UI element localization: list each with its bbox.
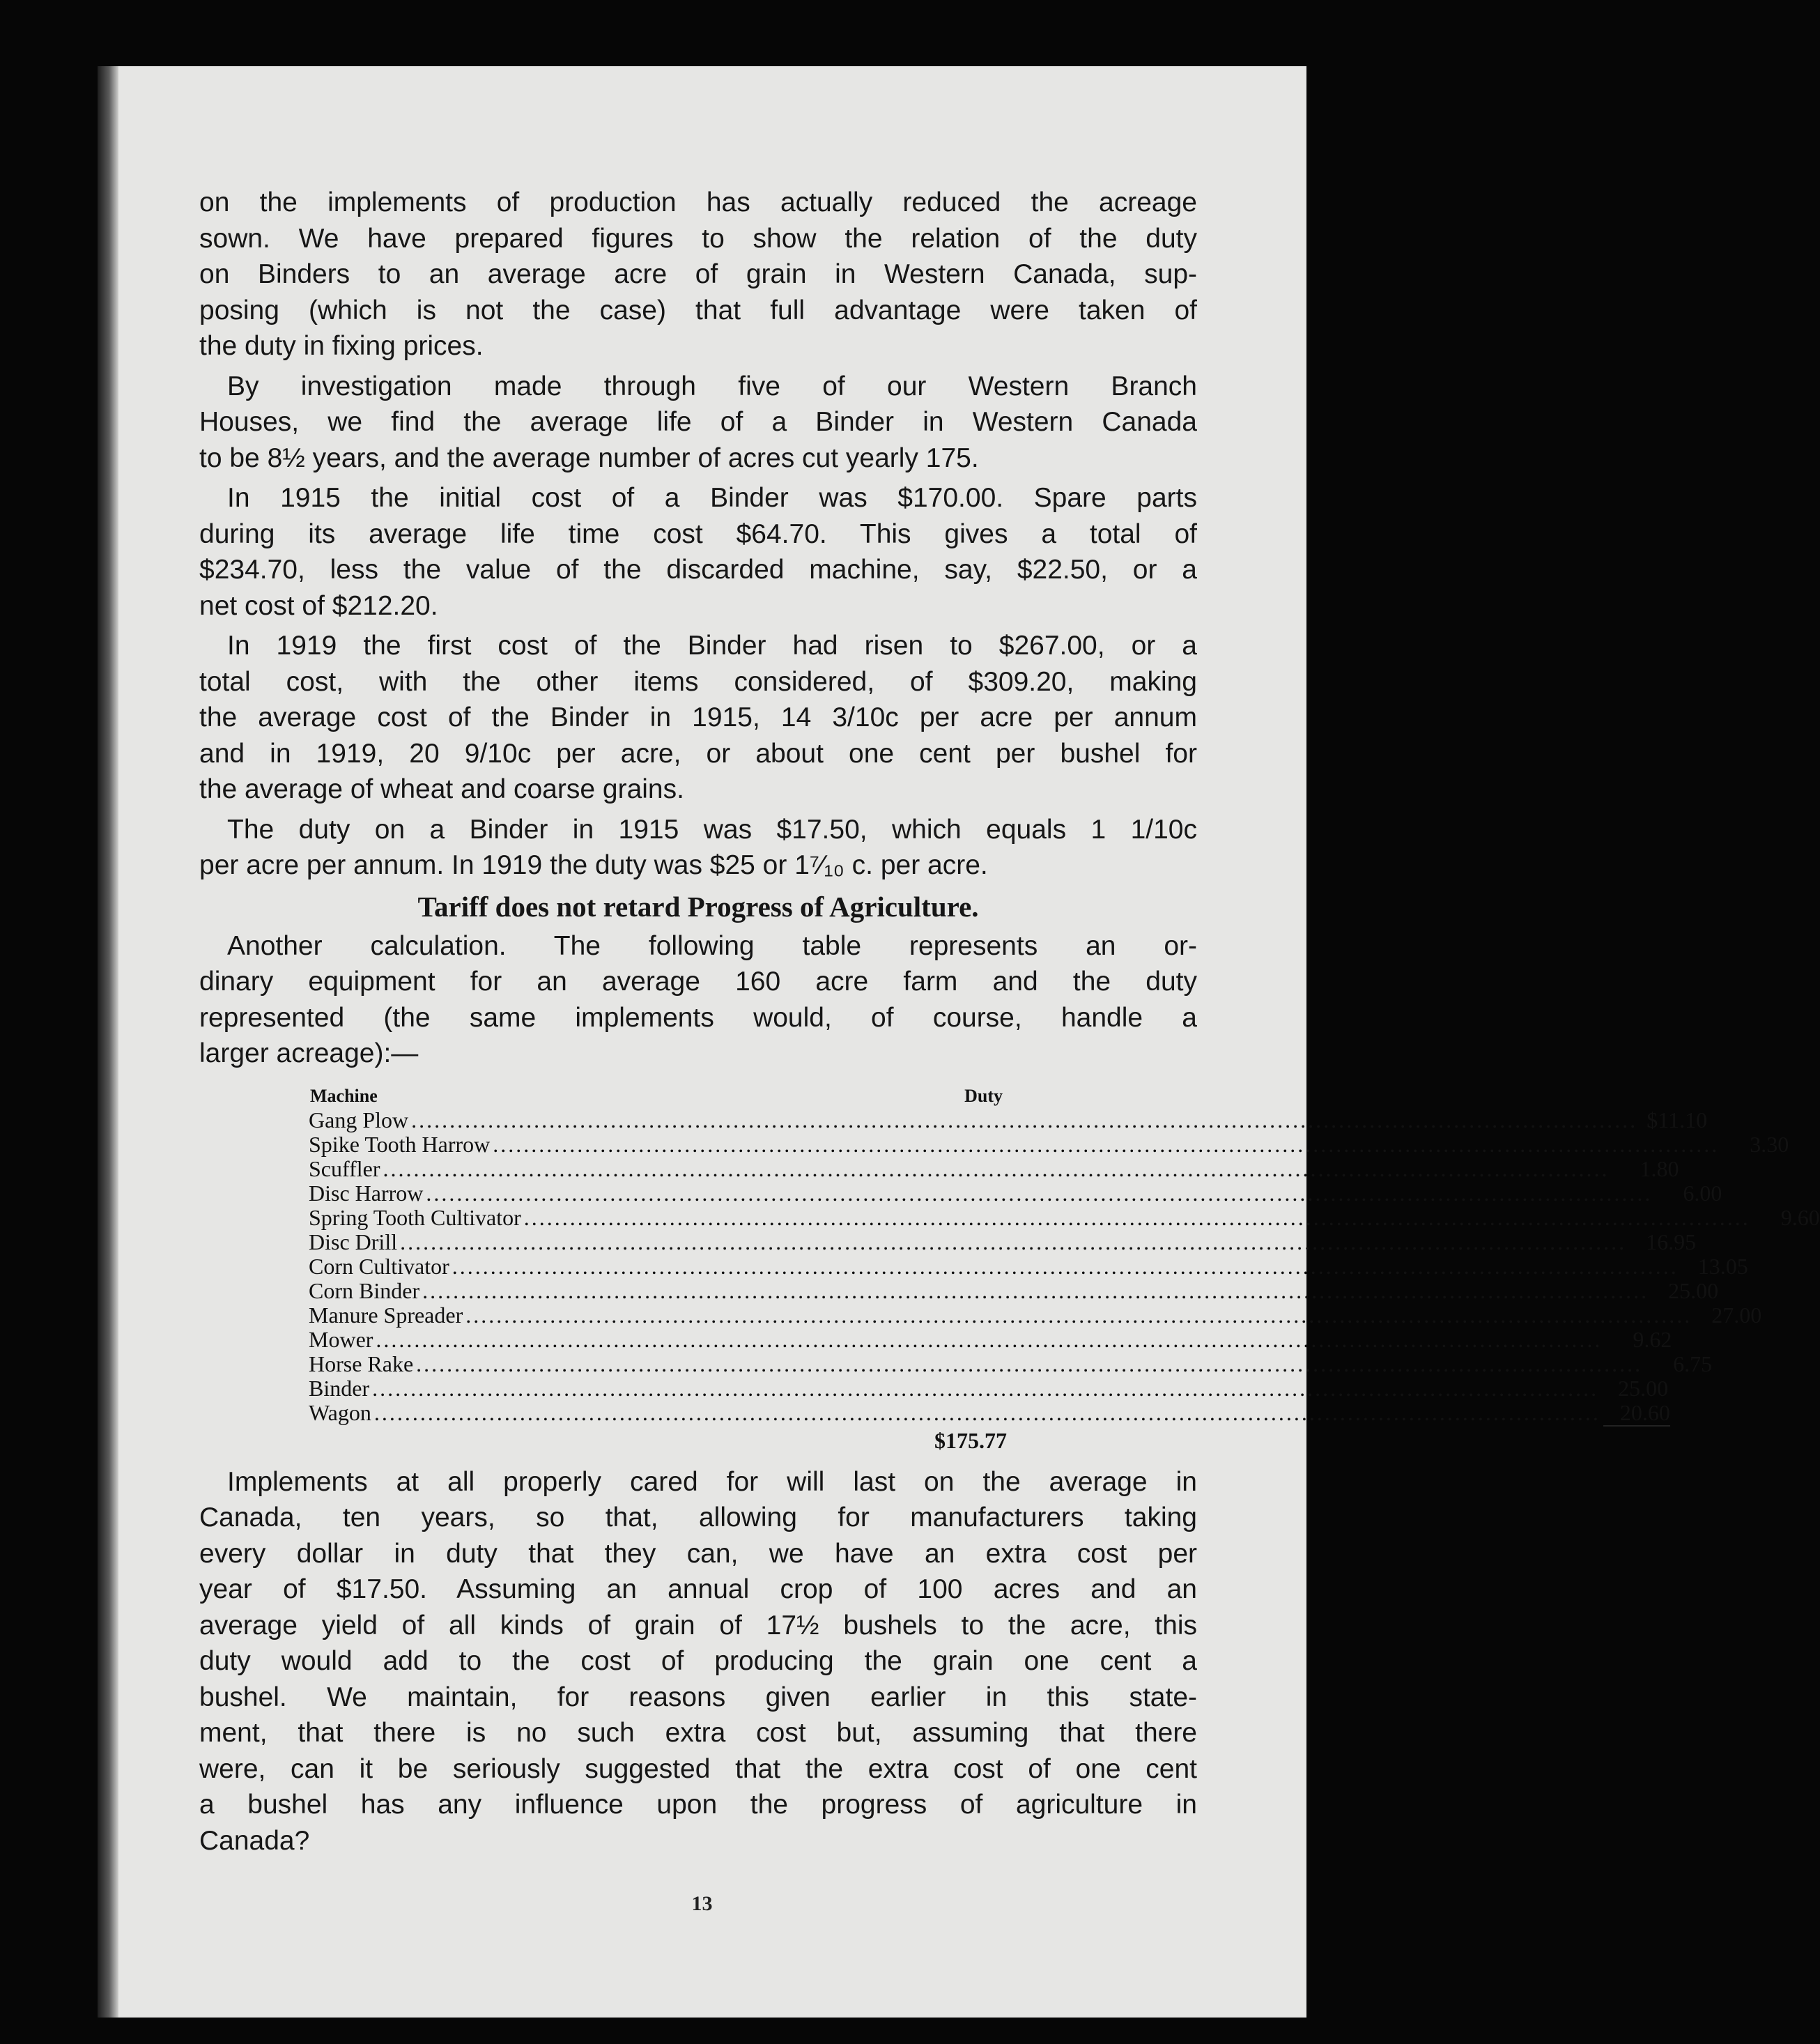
table-row xyxy=(309,1180,1722,1206)
text-line: a bushel has any influence upon the progress of agriculture in xyxy=(199,1790,1197,1820)
paragraph xyxy=(199,812,1197,884)
duty-value: 6.00 xyxy=(1683,1180,1722,1206)
text-line: to be 8½ years, and the average number of acres cut yearly 175. xyxy=(199,443,979,473)
text-line: every dollar in duty that they can, we have an extra cost per xyxy=(199,1538,1197,1569)
table-row xyxy=(309,1302,1762,1328)
paragraph-group xyxy=(199,185,1197,884)
paragraph xyxy=(199,185,1197,364)
dot-leader: ................................................................................................................................................................ xyxy=(372,1375,1599,1401)
text-line: on Binders to an average acre of grain in Western Canada, sup- xyxy=(199,259,1197,289)
machine-name: Horse Rake xyxy=(309,1351,414,1376)
text-line: larger acreage):— xyxy=(199,1038,419,1068)
text-line: per acre per annum. In 1919 the duty was $25 or 1⁷⁄₁₀ c. per acre. xyxy=(199,850,988,880)
duty-value: 13.05 xyxy=(1697,1253,1748,1279)
machine-name: Wagon xyxy=(309,1399,371,1425)
text-line: year of $17.50. Assuming an annual crop of 100 acres and an xyxy=(199,1574,1197,1604)
text-line: dinary equipment for an average 160 acre farm and the duty xyxy=(199,967,1197,997)
dot-leader: ................................................................................................................................................................ xyxy=(376,1326,1603,1352)
machine-name: Scuffler xyxy=(309,1155,380,1181)
text-line: the average of wheat and coarse grains. xyxy=(199,774,684,804)
dot-leader: ................................................................................................................................................................ xyxy=(523,1204,1750,1230)
text-line: Another calculation. The following table represents an or- xyxy=(227,930,1197,961)
table-row xyxy=(309,1131,1789,1157)
dot-leader: ................................................................................................................................................................ xyxy=(465,1302,1692,1328)
text-line: on the implements of production has actually reduced the acreage xyxy=(199,187,1197,217)
table-row xyxy=(309,1326,1672,1352)
dot-leader: ................................................................................................................................................................ xyxy=(493,1131,1720,1157)
dot-leader: ................................................................................................................................................................ xyxy=(422,1277,1649,1303)
duty-value: 1.80 xyxy=(1640,1155,1679,1181)
dot-leader: ................................................................................................................................................................ xyxy=(452,1253,1679,1279)
dot-leader: ................................................................................................................................................................ xyxy=(411,1107,1638,1132)
dot-leader: ................................................................................................................................................................ xyxy=(383,1155,1610,1181)
dot-leader: ................................................................................................................................................................ xyxy=(426,1180,1653,1206)
text-line: In 1915 the initial cost of a Binder was $170.00. Spare parts xyxy=(227,483,1197,513)
text-line: duty would add to the cost of producing the grain one cent a xyxy=(199,1646,1197,1676)
table-row xyxy=(309,1351,1713,1376)
header-machine: Machine xyxy=(310,1085,378,1106)
table-total: $175.77 xyxy=(934,1427,1007,1453)
machine-name: Spike Tooth Harrow xyxy=(309,1131,491,1157)
machine-name: Corn Binder xyxy=(309,1277,420,1303)
text-line: represented (the same implements would, of course, handle a xyxy=(199,1002,1197,1033)
text-line: the duty in fixing prices. xyxy=(199,331,484,361)
page-number: 13 xyxy=(691,1892,713,1915)
paragraph xyxy=(199,480,1197,624)
duty-value: $11.10 xyxy=(1647,1107,1708,1132)
machine-name: Disc Harrow xyxy=(309,1180,424,1206)
table-body xyxy=(309,1107,1820,1427)
intro-paragraph xyxy=(199,928,1197,1072)
table-row xyxy=(309,1204,1820,1230)
text-line: In 1919 the first cost of the Binder had risen to $267.00, or a xyxy=(227,631,1197,661)
duty-table xyxy=(309,1084,1820,1454)
closing-paragraph xyxy=(199,1464,1197,1859)
duty-value: 3.30 xyxy=(1750,1131,1789,1157)
duty-value: 20.60 xyxy=(1603,1401,1670,1427)
table-row xyxy=(309,1229,1697,1254)
table-row xyxy=(309,1277,1719,1303)
table-row xyxy=(309,1107,1708,1132)
text-line: sown. We have prepared figures to show the relation of the duty xyxy=(199,223,1197,254)
table-row xyxy=(309,1375,1669,1401)
duty-value: 25.00 xyxy=(1668,1277,1719,1303)
dot-leader: ................................................................................................................................................................ xyxy=(400,1229,1627,1254)
machine-name: Disc Drill xyxy=(309,1229,398,1254)
machine-name: Binder xyxy=(309,1375,370,1401)
text-line: $234.70, less the value of the discarded machine, say, $22.50, or a xyxy=(199,555,1197,585)
text-line: Implements at all properly cared for will last on the average in xyxy=(227,1466,1197,1497)
machine-name: Corn Cultivator xyxy=(309,1253,449,1279)
text-line: the average cost of the Binder in 1915, 14 3/10c per acre per annum xyxy=(199,702,1197,732)
paragraph xyxy=(199,369,1197,477)
book-spine-shadow xyxy=(98,66,118,2018)
text-line: average yield of all kinds of grain of 17½ bushels to the acre, this xyxy=(199,1610,1197,1640)
machine-name: Spring Tooth Cultivator xyxy=(309,1204,521,1230)
text-line: posing (which is not the case) that full advantage were taken of xyxy=(199,295,1197,325)
paragraph xyxy=(199,628,1197,808)
table-row xyxy=(309,1155,1679,1181)
duty-value: 9.62 xyxy=(1633,1326,1672,1352)
duty-value: 16.95 xyxy=(1646,1229,1697,1254)
text-line: bushel. We maintain, for reasons given earlier in this state- xyxy=(199,1682,1197,1712)
text-line: total cost, with the other items considered, of $309.20, making xyxy=(199,666,1197,697)
dot-leader: ................................................................................................................................................................ xyxy=(373,1399,1601,1425)
section-heading: Tariff does not retard Progress of Agriculture. xyxy=(417,890,979,923)
machine-name: Manure Spreader xyxy=(309,1302,463,1328)
machine-name: Mower xyxy=(309,1326,373,1352)
dot-leader: ................................................................................................................................................................ xyxy=(416,1351,1643,1376)
machine-name: Gang Plow xyxy=(309,1107,409,1132)
table-header xyxy=(309,1084,1007,1108)
body-text xyxy=(199,185,1820,1863)
text-line: The duty on a Binder in 1915 was $17.50, which equals 1 1/10c xyxy=(227,814,1197,845)
text-line: ment, that there is no such extra cost but, assuming that there xyxy=(199,1718,1197,1748)
header-duty: Duty xyxy=(964,1085,1003,1106)
text-line: Canada, ten years, so that, allowing for manufacturers taking xyxy=(199,1503,1197,1532)
document-page xyxy=(98,66,1820,2018)
text-line: Houses, we find the average life of a Binder in Western Canada xyxy=(199,407,1197,437)
table-row xyxy=(309,1253,1748,1279)
duty-value: 6.75 xyxy=(1673,1351,1713,1376)
duty-value: 25.00 xyxy=(1618,1375,1669,1401)
text-line: net cost of $212.20. xyxy=(199,590,438,621)
table-row xyxy=(309,1399,1670,1427)
text-line: during its average life time cost $64.70. This gives a total of xyxy=(199,518,1197,549)
duty-value: 9.60 xyxy=(1780,1204,1820,1230)
text-line: Canada? xyxy=(199,1825,310,1856)
text-line: were, can it be seriously suggested that the extra cost of one cent xyxy=(199,1753,1197,1784)
duty-value: 27.00 xyxy=(1711,1302,1762,1328)
text-line: By investigation made through five of our Western Branch xyxy=(227,371,1197,401)
text-line: and in 1919, 20 9/10c per acre, or about one cent per bushel for xyxy=(199,738,1197,769)
